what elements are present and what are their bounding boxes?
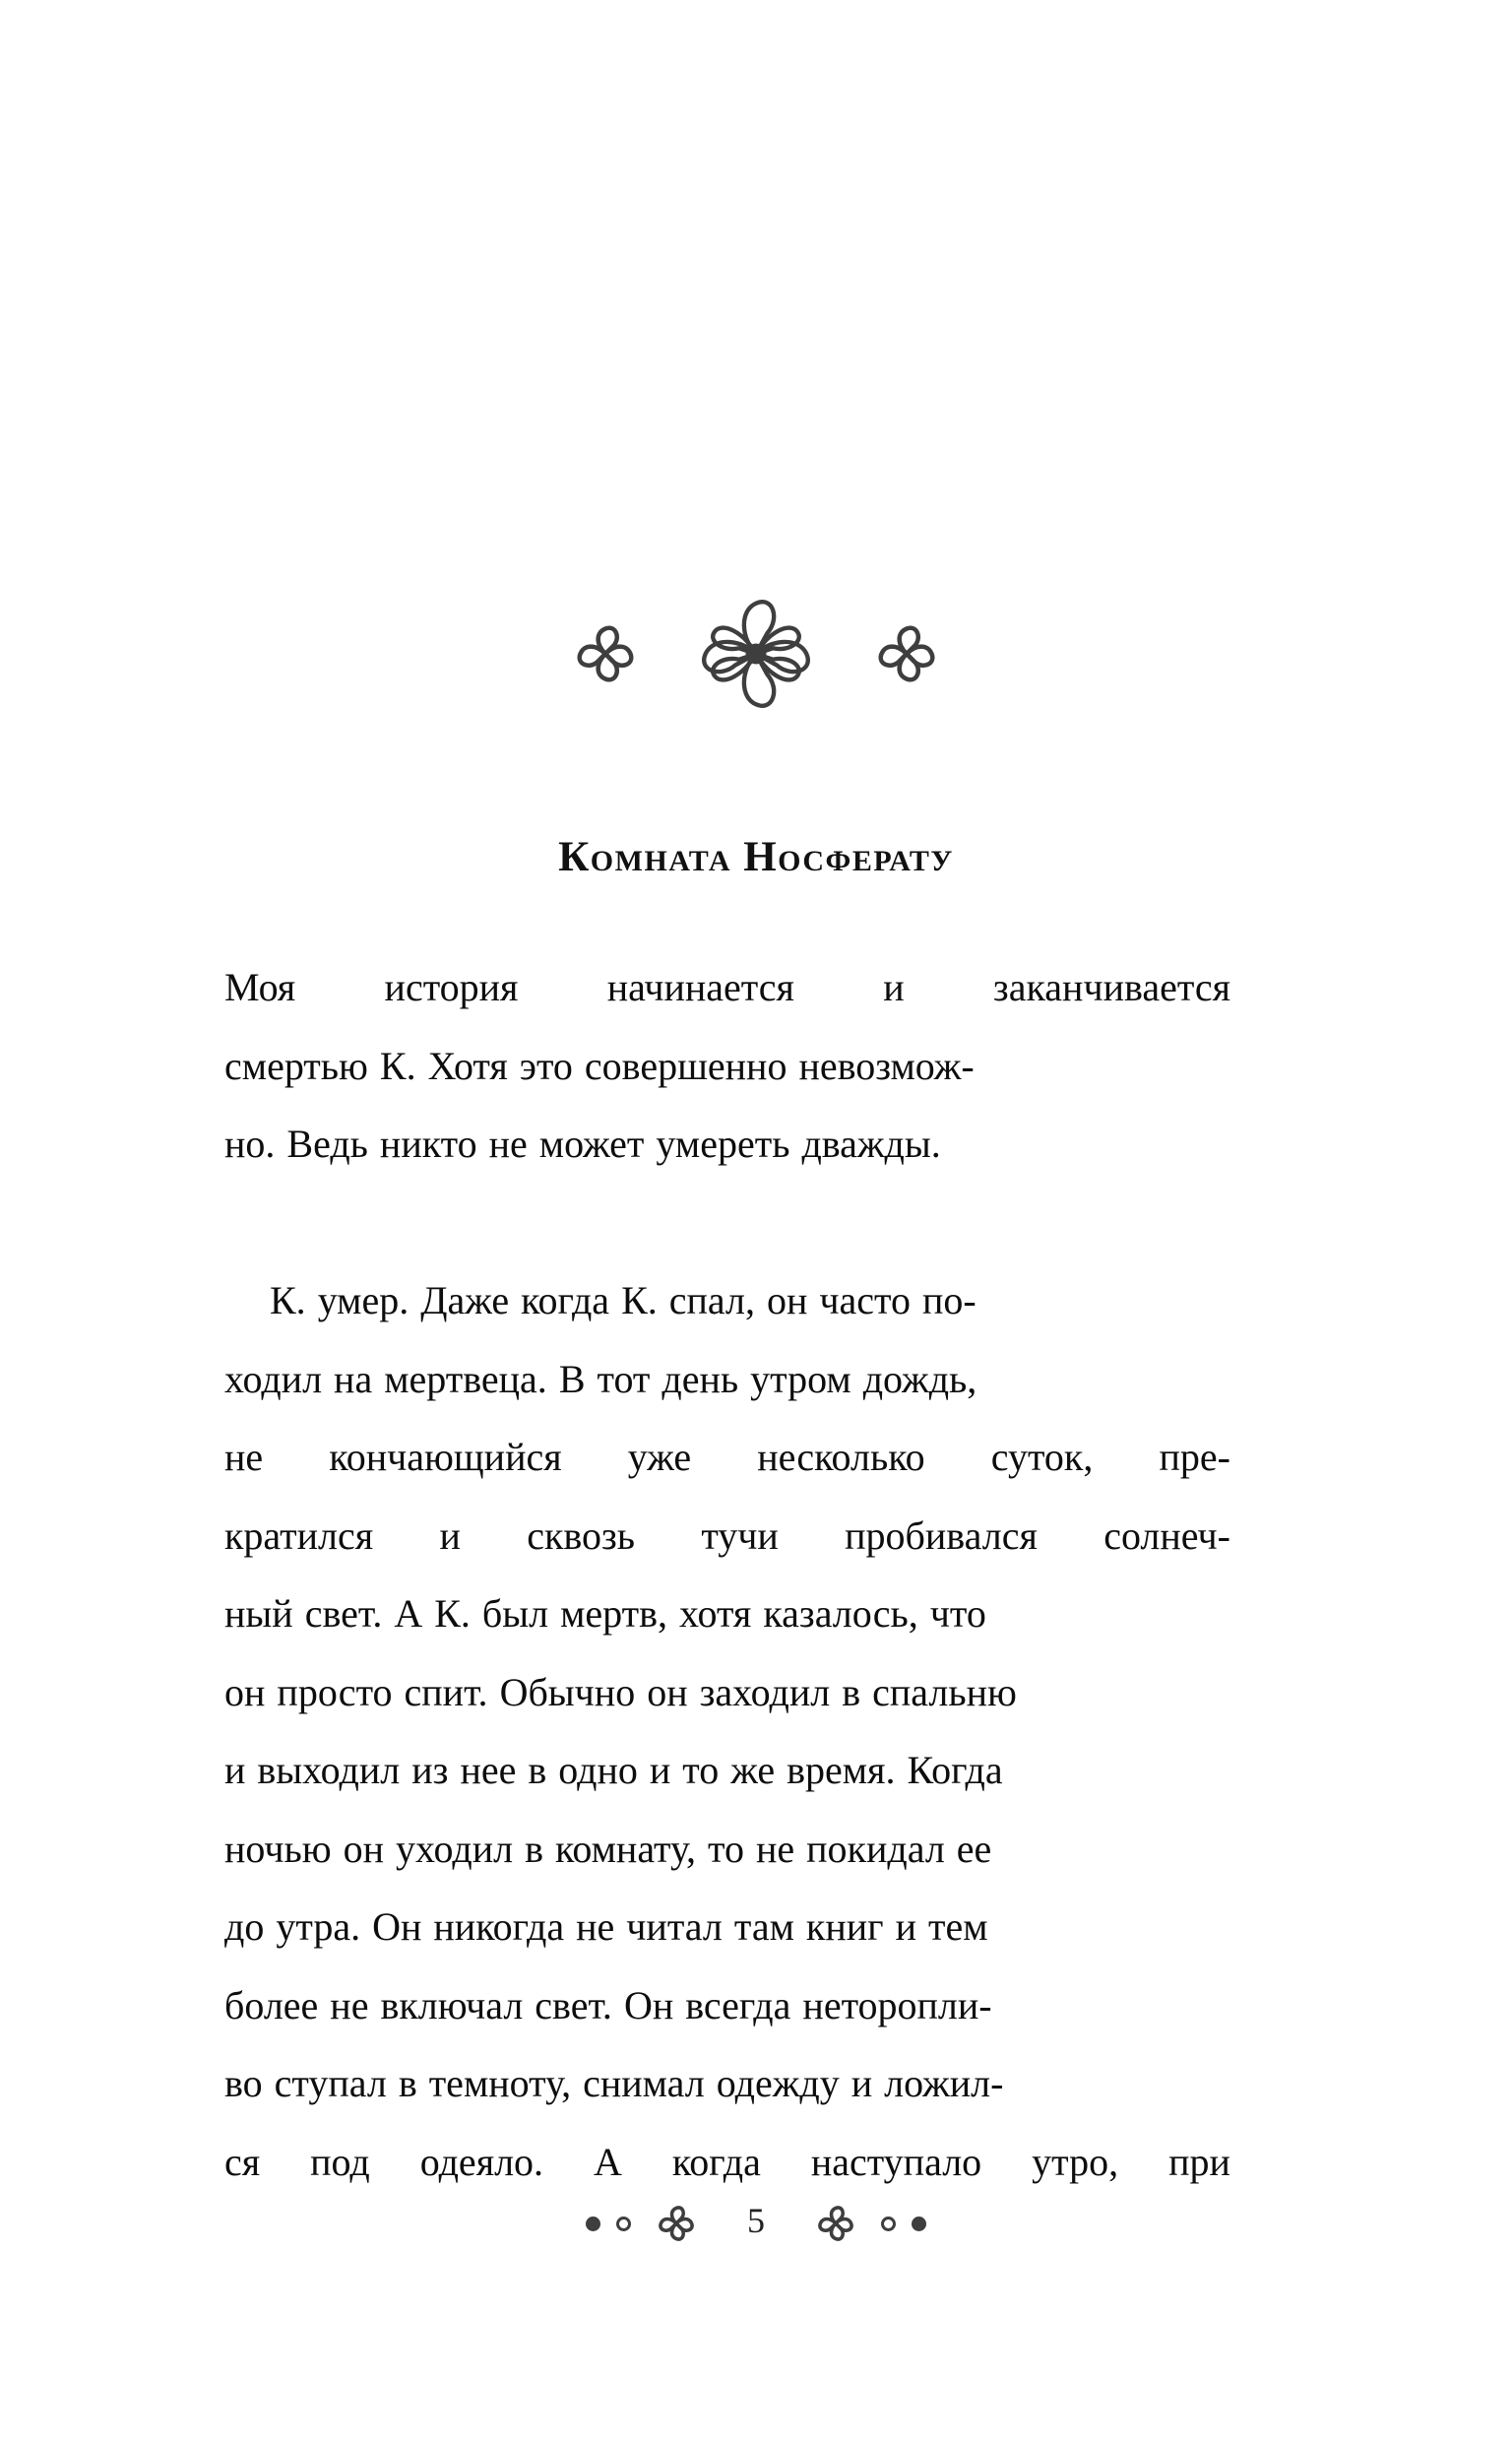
text-word: уходил <box>396 1826 514 1871</box>
text-word: А <box>594 2139 622 2184</box>
text-word: и <box>439 1512 461 1558</box>
text-word: В <box>558 1356 586 1401</box>
text-word: читал <box>626 1904 723 1949</box>
knot-small-right-icon <box>858 606 955 702</box>
text-line <box>224 1340 1230 1419</box>
footer-dot-filled-right-icon <box>912 2217 926 2231</box>
text-word: включал <box>380 1982 524 2027</box>
text-word: нее <box>460 1748 517 1792</box>
text-word: же <box>730 1748 776 1792</box>
text-word: мертв, <box>560 1591 667 1636</box>
footer-dot-hollow-left-icon <box>616 2217 631 2231</box>
text-word: ся <box>224 2139 261 2184</box>
text-line <box>224 1810 1230 1889</box>
text-word: начинается <box>606 965 794 1009</box>
footer-knot-left-icon <box>647 2194 706 2253</box>
text-line <box>224 1418 1230 1497</box>
text-word: несколько <box>757 1435 925 1479</box>
text-word: по- <box>921 1278 976 1322</box>
text-word: всегда <box>685 1982 791 2027</box>
page-footer <box>0 2194 1512 2253</box>
text-word: мертвеца. <box>384 1356 547 1401</box>
text-line <box>224 1027 1230 1106</box>
text-word: на <box>334 1356 373 1401</box>
text-word: одежду <box>716 2061 840 2105</box>
text-word: дважды. <box>801 1122 941 1166</box>
text-word: когда <box>671 2139 761 2184</box>
text-word: никогда <box>433 1904 565 1949</box>
text-word: совершенно <box>584 1043 788 1088</box>
text-word: то <box>682 1748 720 1792</box>
text-word: темноту, <box>428 2061 572 2105</box>
text-word: умер. <box>317 1278 410 1322</box>
text-word: часто <box>819 1278 911 1322</box>
text-word: Даже <box>420 1278 510 1322</box>
text-word: не <box>488 1122 528 1166</box>
text-word: и <box>883 965 905 1009</box>
text-word: спальню <box>872 1669 1017 1714</box>
text-word: то <box>708 1826 744 1871</box>
text-word: ходил <box>224 1356 323 1401</box>
chapter-body-text <box>224 948 1230 2201</box>
footer-dot-filled-left-icon <box>586 2217 600 2231</box>
page-number: 5 <box>747 2201 765 2240</box>
text-word: он <box>343 1826 385 1871</box>
text-word: он <box>766 1278 808 1322</box>
text-word: К. <box>270 1278 306 1322</box>
text-line <box>224 2123 1230 2202</box>
text-word: при <box>1168 2139 1230 2184</box>
text-word: он <box>647 1669 688 1714</box>
text-word: уже <box>627 1435 692 1479</box>
text-word: дождь, <box>862 1356 977 1401</box>
text-word: наступало <box>810 2139 982 2184</box>
text-word: сквозь <box>527 1512 636 1558</box>
text-word: может <box>538 1122 645 1166</box>
text-word: ночью <box>224 1826 332 1871</box>
text-word: снимал <box>583 2061 705 2105</box>
text-word: умереть <box>656 1122 790 1166</box>
text-word: казалось, <box>763 1591 918 1636</box>
text-word: но. <box>224 1122 276 1166</box>
text-word: день <box>662 1356 739 1401</box>
text-word: что <box>929 1591 986 1636</box>
text-word: суток, <box>990 1435 1094 1479</box>
text-line <box>224 1575 1230 1653</box>
text-word: Хотя <box>427 1043 508 1088</box>
text-word: история <box>384 965 519 1009</box>
text-word: пробивался <box>845 1512 1038 1558</box>
text-word: книг <box>805 1904 884 1949</box>
text-word: утром <box>750 1356 851 1401</box>
text-word: ложил- <box>884 2061 1004 2105</box>
text-word: ный <box>224 1591 293 1636</box>
text-word: К. <box>379 1043 416 1088</box>
text-word: и <box>895 1904 916 1949</box>
text-word: смертью <box>224 1043 368 1088</box>
text-word: когда <box>521 1278 610 1322</box>
knot-small-left-icon <box>557 606 654 702</box>
text-word: тем <box>927 1904 988 1949</box>
text-word: К. <box>621 1278 658 1322</box>
text-line <box>224 948 1230 1027</box>
text-word: спал, <box>668 1278 755 1322</box>
text-word: он <box>224 1669 266 1714</box>
text-word: Он <box>372 1904 422 1949</box>
text-word: Ведь <box>286 1122 368 1166</box>
knot-large-center-icon <box>681 579 831 729</box>
text-word: был <box>481 1591 549 1636</box>
text-word: в <box>842 1669 861 1714</box>
text-word: неторопли- <box>802 1982 992 2027</box>
text-word: никто <box>379 1122 477 1166</box>
text-word: и <box>224 1748 246 1792</box>
text-word: невозмож- <box>798 1043 975 1088</box>
text-line <box>224 2044 1230 2123</box>
text-word: ступал <box>274 2061 387 2105</box>
text-word: не <box>755 1826 795 1871</box>
text-word: выходил <box>257 1748 401 1792</box>
text-word: свет. <box>304 1591 383 1636</box>
text-word: кратился <box>224 1512 374 1558</box>
text-word: Когда <box>907 1748 1003 1792</box>
text-word: не <box>330 1982 369 2027</box>
text-word: К. <box>434 1591 471 1636</box>
text-word: спит. <box>404 1669 488 1714</box>
text-word: из <box>411 1748 449 1792</box>
chapter-title: Комната Носферату <box>558 833 954 880</box>
text-word: в <box>398 2061 417 2105</box>
text-word: одно <box>558 1748 638 1792</box>
text-word: Обычно <box>499 1669 636 1714</box>
text-word: Он <box>623 1982 674 2027</box>
text-line <box>224 1731 1230 1810</box>
text-word: утра. <box>276 1904 361 1949</box>
text-line <box>224 1888 1230 1966</box>
text-word: тучи <box>701 1512 779 1558</box>
text-word: покидал <box>806 1826 945 1871</box>
text-word: тот <box>597 1356 651 1401</box>
text-word: Моя <box>224 965 296 1009</box>
text-word: до <box>224 1904 265 1949</box>
text-word: и <box>850 2061 873 2105</box>
text-line <box>224 1966 1230 2045</box>
text-word: под <box>310 2139 370 2184</box>
footer-knot-right-icon <box>806 2194 865 2253</box>
text-word: не <box>576 1904 615 1949</box>
text-word: во <box>224 2061 263 2105</box>
text-word: кончающийся <box>329 1435 562 1479</box>
text-word: время. <box>787 1748 896 1792</box>
text-word: комнату, <box>554 1826 696 1871</box>
text-line <box>224 1261 1230 1340</box>
text-word: ее <box>956 1826 992 1871</box>
footer-dot-hollow-right-icon <box>881 2217 896 2231</box>
text-word: это <box>519 1043 573 1088</box>
text-word: и <box>649 1748 671 1792</box>
text-word: пре- <box>1159 1435 1230 1479</box>
knot-center-dot-icon <box>746 644 767 665</box>
text-word: хотя <box>679 1591 752 1636</box>
text-word: в <box>528 1748 547 1792</box>
text-line <box>224 1105 1230 1184</box>
text-line <box>224 1497 1230 1575</box>
text-word: там <box>733 1904 794 1949</box>
text-word: в <box>525 1826 543 1871</box>
text-word: утро, <box>1032 2139 1119 2184</box>
text-word: А <box>394 1591 423 1636</box>
paragraph-gap <box>224 1184 1230 1262</box>
chapter-ornament <box>0 579 1512 729</box>
text-word: просто <box>277 1669 393 1714</box>
text-word: свет. <box>535 1982 612 2027</box>
text-line <box>224 1653 1230 1732</box>
text-word: более <box>224 1982 319 2027</box>
text-word: солнеч- <box>1103 1512 1230 1558</box>
text-word: одеяло. <box>419 2139 544 2184</box>
text-word: заходил <box>699 1669 831 1714</box>
text-word: заканчивается <box>992 965 1230 1009</box>
text-word: не <box>224 1435 264 1479</box>
